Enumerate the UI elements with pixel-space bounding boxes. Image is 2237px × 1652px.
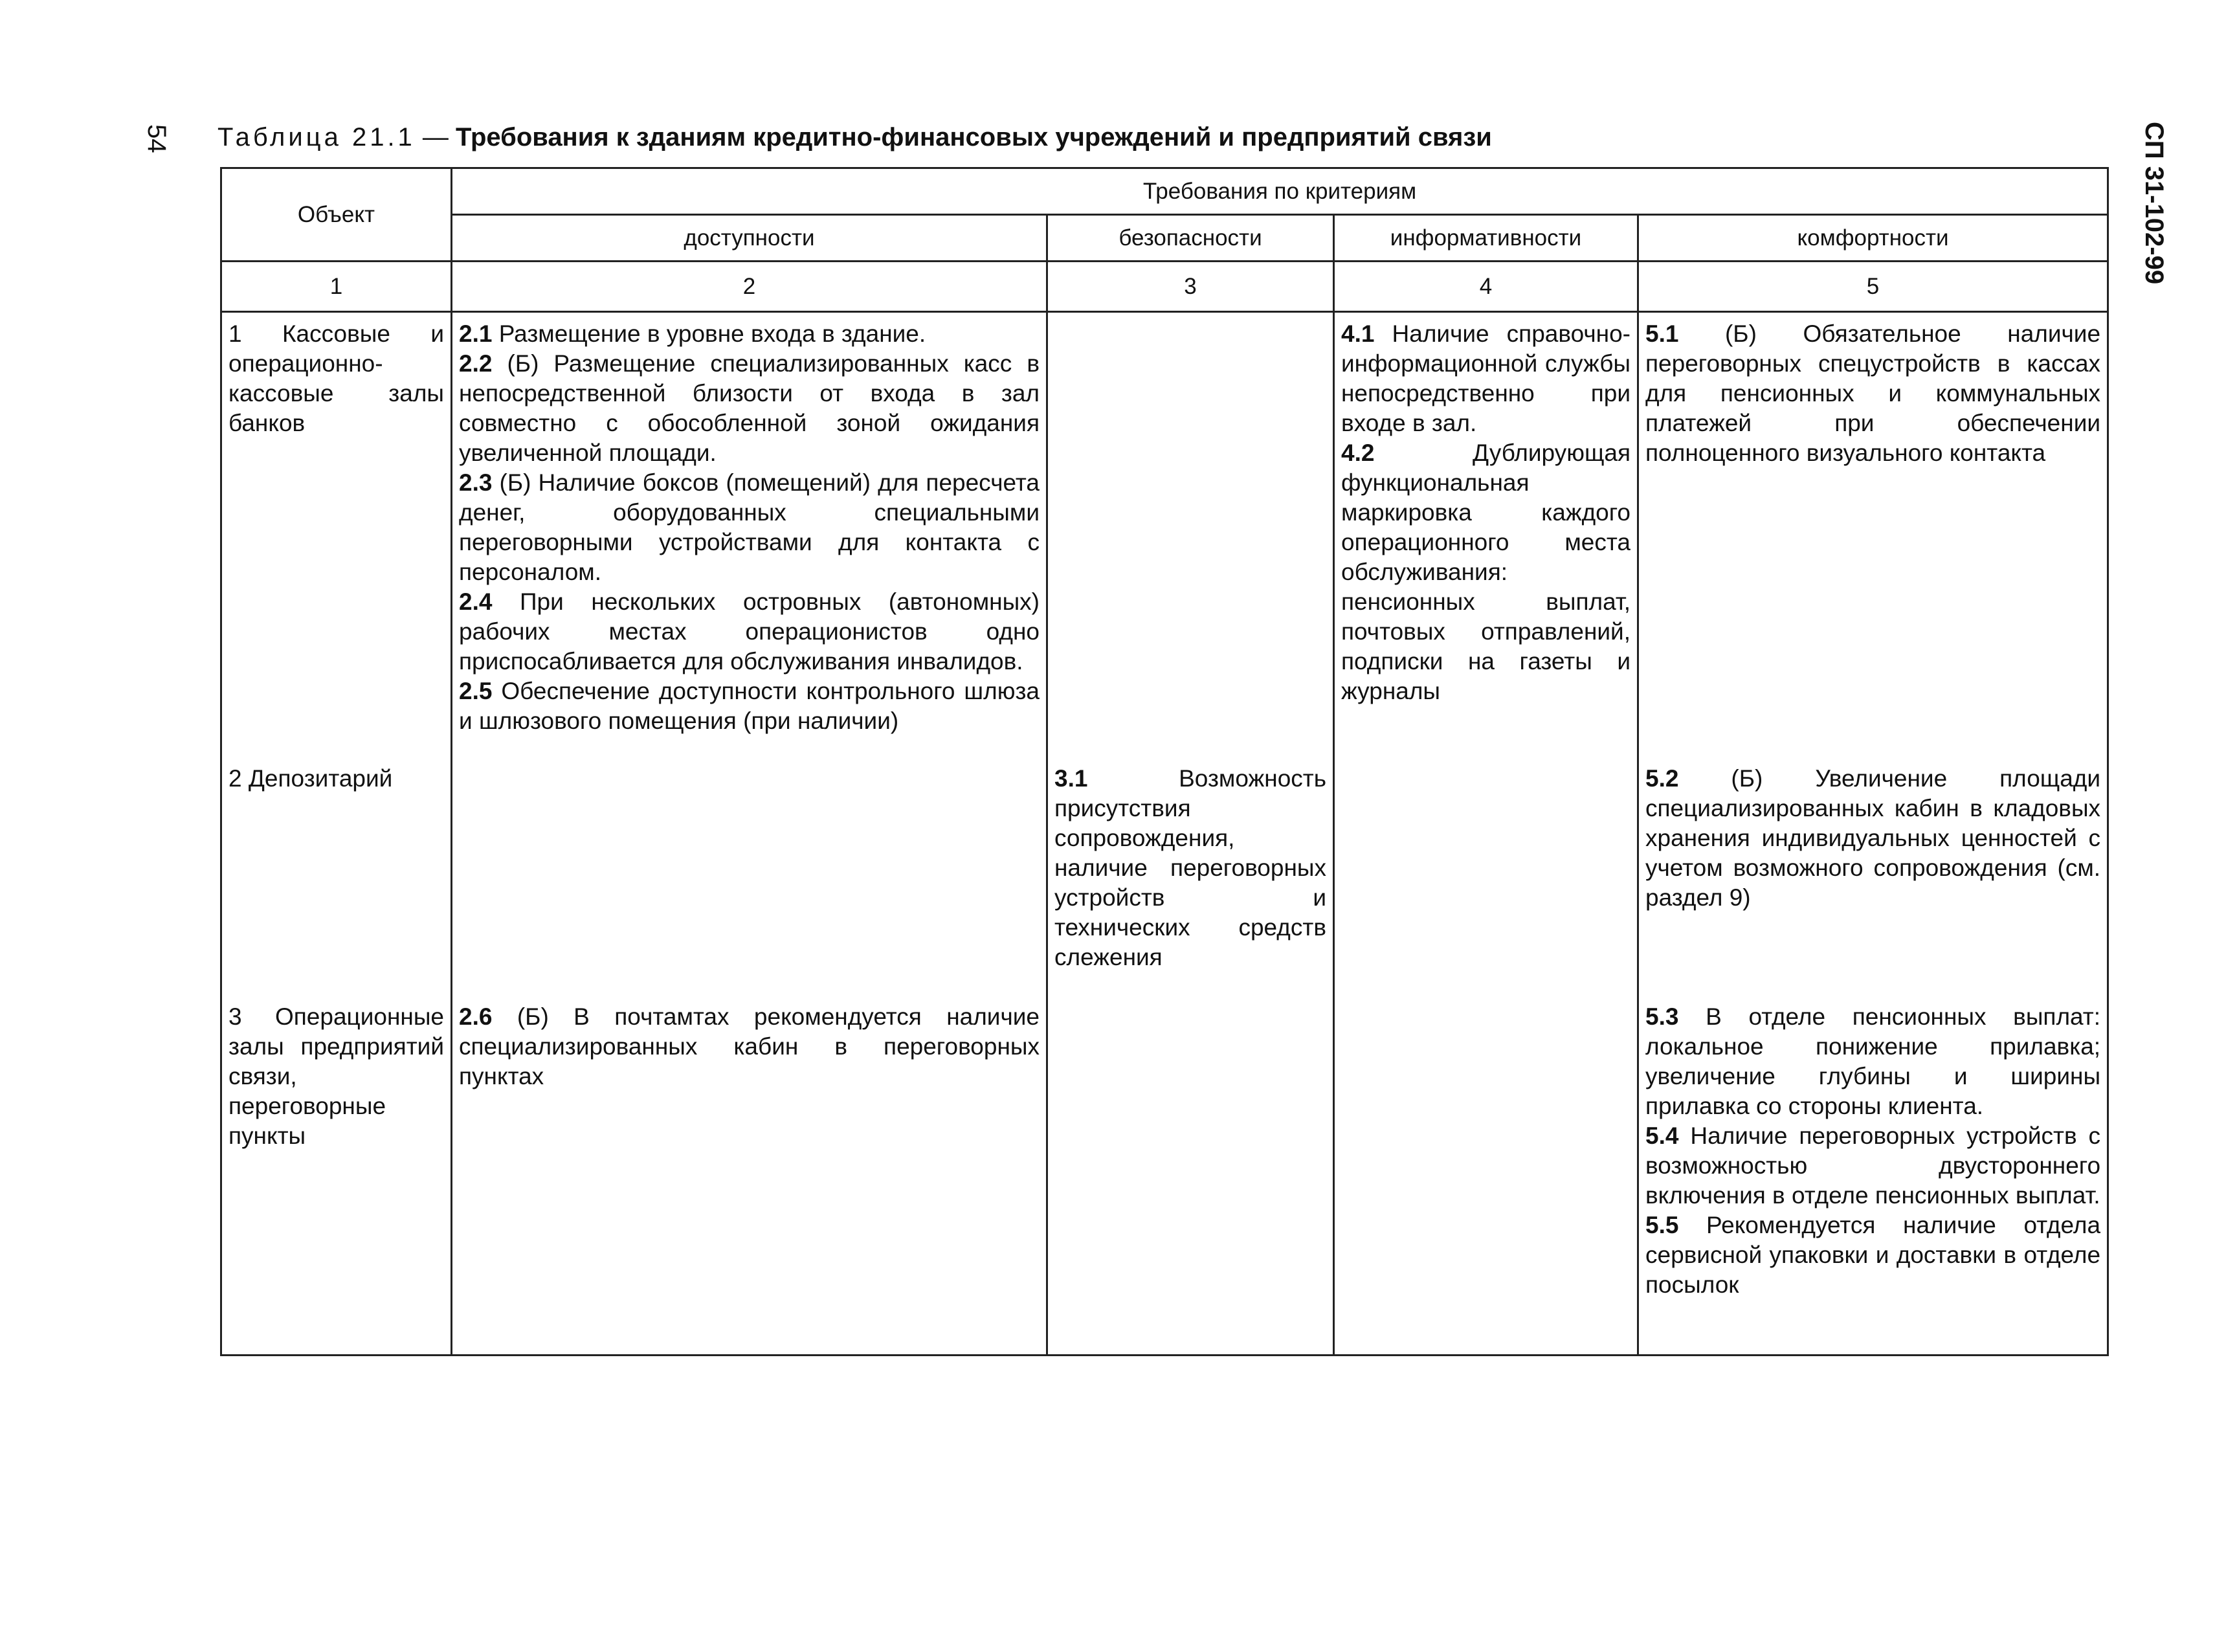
access-cell bbox=[452, 312, 1047, 757]
requirement-number: 4.2 bbox=[1341, 440, 1375, 466]
requirement-text: Наличие справочно-информационной службы непосредственно при входе в зал. bbox=[1341, 320, 1630, 436]
access-cell bbox=[452, 757, 1047, 996]
requirement-item bbox=[459, 319, 1040, 349]
info-cell bbox=[1334, 996, 1638, 1356]
table-row bbox=[221, 996, 2108, 1356]
requirement-item bbox=[459, 587, 1040, 676]
requirements-table bbox=[220, 167, 2109, 1356]
requirement-text: (Б) Наличие боксов (помещений) для пересчета денег, оборудованных специальными переговорными устройствами для контакта с персоналом. bbox=[459, 469, 1040, 585]
requirement-item bbox=[1645, 319, 2100, 468]
column-number: 3 bbox=[1047, 262, 1334, 312]
requirement-item bbox=[1054, 764, 1326, 972]
requirement-number: 2.5 bbox=[459, 678, 493, 704]
table-dash: — bbox=[415, 123, 456, 151]
requirement-text: (Б) Обязательное наличие переговорных спецустройств в кассах для пенсионных и коммунальных платежей при обеспечении полноценного визуального контакта bbox=[1645, 320, 2101, 466]
header-object: Объект bbox=[221, 168, 452, 262]
requirement-number: 3.1 bbox=[1054, 765, 1088, 792]
table-label: Таблица 21.1 bbox=[217, 123, 416, 151]
column-number: 2 bbox=[452, 262, 1047, 312]
column-number: 4 bbox=[1334, 262, 1638, 312]
table-title: Требования к зданиям кредитно-финансовых учреждений и предприятий связи bbox=[456, 123, 1492, 151]
requirement-text: (Б) Увеличение площади специализированных кабин в кладовых хранения индивидуальных ценностей с учетом возможного сопровождения (см. раздел 9) bbox=[1645, 765, 2101, 911]
requirement-text: При нескольких островных (автономных) рабочих местах операционистов одно приспосабливается для обслуживания инвалидов. bbox=[459, 588, 1040, 675]
requirement-text: Обеспечение доступности контрольного шлюза и шлюзового помещения (при наличии) bbox=[459, 678, 1040, 734]
requirement-item bbox=[459, 468, 1040, 587]
requirement-number: 2.6 bbox=[459, 1003, 493, 1030]
header-info: информативности bbox=[1334, 215, 1638, 262]
column-number: 5 bbox=[1638, 262, 2108, 312]
requirement-text: Рекомендуется наличие отдела сервисной упаковки и доставки в отделе посылок bbox=[1645, 1211, 2101, 1298]
requirement-text: Дублирующая функциональная маркировка каждого операционного места обслуживания: пенсионных выплат, почтовых отправлений, подписки на газеты и журналы bbox=[1341, 440, 1630, 704]
requirement-item bbox=[1645, 1002, 2100, 1121]
requirement-number: 2.4 bbox=[459, 588, 493, 615]
document-code: СП 31-102-99 bbox=[2140, 122, 2168, 285]
header-safety: безопасности bbox=[1047, 215, 1334, 262]
requirement-text: Размещение в уровне входа в здание. bbox=[492, 320, 926, 347]
object-cell: 3 Операционные залы предприятий связи, переговорные пункты bbox=[221, 996, 452, 1356]
requirement-number: 2.2 bbox=[459, 350, 493, 377]
requirement-number: 4.1 bbox=[1341, 320, 1375, 347]
comfort-cell bbox=[1638, 757, 2108, 996]
requirement-text: В отделе пенсионных выплат: локальное понижение прилавка; увеличение глубины и ширины прилавка со стороны клиента. bbox=[1645, 1003, 2101, 1119]
safety-cell bbox=[1047, 996, 1334, 1356]
comfort-cell bbox=[1638, 312, 2108, 757]
requirement-item bbox=[459, 676, 1040, 736]
requirement-number: 2.1 bbox=[459, 320, 493, 347]
table-caption bbox=[217, 122, 1492, 153]
requirement-number: 5.5 bbox=[1645, 1211, 1679, 1238]
requirement-text: Наличие переговорных устройств с возможностью двустороннего включения в отделе пенсионных выплат. bbox=[1645, 1122, 2101, 1209]
requirement-item bbox=[1341, 438, 1630, 706]
page-number: 54 bbox=[142, 124, 171, 153]
info-cell bbox=[1334, 312, 1638, 757]
column-number: 1 bbox=[221, 262, 452, 312]
access-cell bbox=[452, 996, 1047, 1356]
requirement-item bbox=[1645, 764, 2100, 913]
table-row bbox=[221, 312, 2108, 757]
safety-cell bbox=[1047, 757, 1334, 996]
safety-cell bbox=[1047, 312, 1334, 757]
header-access: доступности bbox=[452, 215, 1047, 262]
requirement-number: 5.4 bbox=[1645, 1122, 1679, 1149]
object-cell: 1 Кассовые и операционно-кассовые залы банков bbox=[221, 312, 452, 757]
requirement-item bbox=[1645, 1211, 2100, 1300]
requirement-number: 5.3 bbox=[1645, 1003, 1679, 1030]
header-comfort: комфортности bbox=[1638, 215, 2108, 262]
header-criteria: Требования по критериям bbox=[452, 168, 2108, 215]
requirement-item bbox=[1645, 1121, 2100, 1211]
requirement-number: 5.1 bbox=[1645, 320, 1679, 347]
table-row bbox=[221, 757, 2108, 996]
requirement-number: 2.3 bbox=[459, 469, 493, 496]
requirement-text: Возможность присутствия сопровождения, наличие переговорных устройств и технических средств слежения bbox=[1054, 765, 1326, 970]
requirement-text: (Б) В почтамтах рекомендуется наличие специализированных кабин в переговорных пунктах bbox=[459, 1003, 1040, 1089]
info-cell bbox=[1334, 757, 1638, 996]
requirement-number: 5.2 bbox=[1645, 765, 1679, 792]
requirement-text: (Б) Размещение специализированных касс в непосредственной близости от входа в зал совместно с обособленной зоной ожидания увеличенной площади. bbox=[459, 350, 1040, 466]
requirement-item bbox=[459, 1002, 1040, 1091]
comfort-cell bbox=[1638, 996, 2108, 1356]
requirement-item bbox=[459, 349, 1040, 468]
object-cell: 2 Депозитарий bbox=[221, 757, 452, 996]
requirement-item bbox=[1341, 319, 1630, 438]
